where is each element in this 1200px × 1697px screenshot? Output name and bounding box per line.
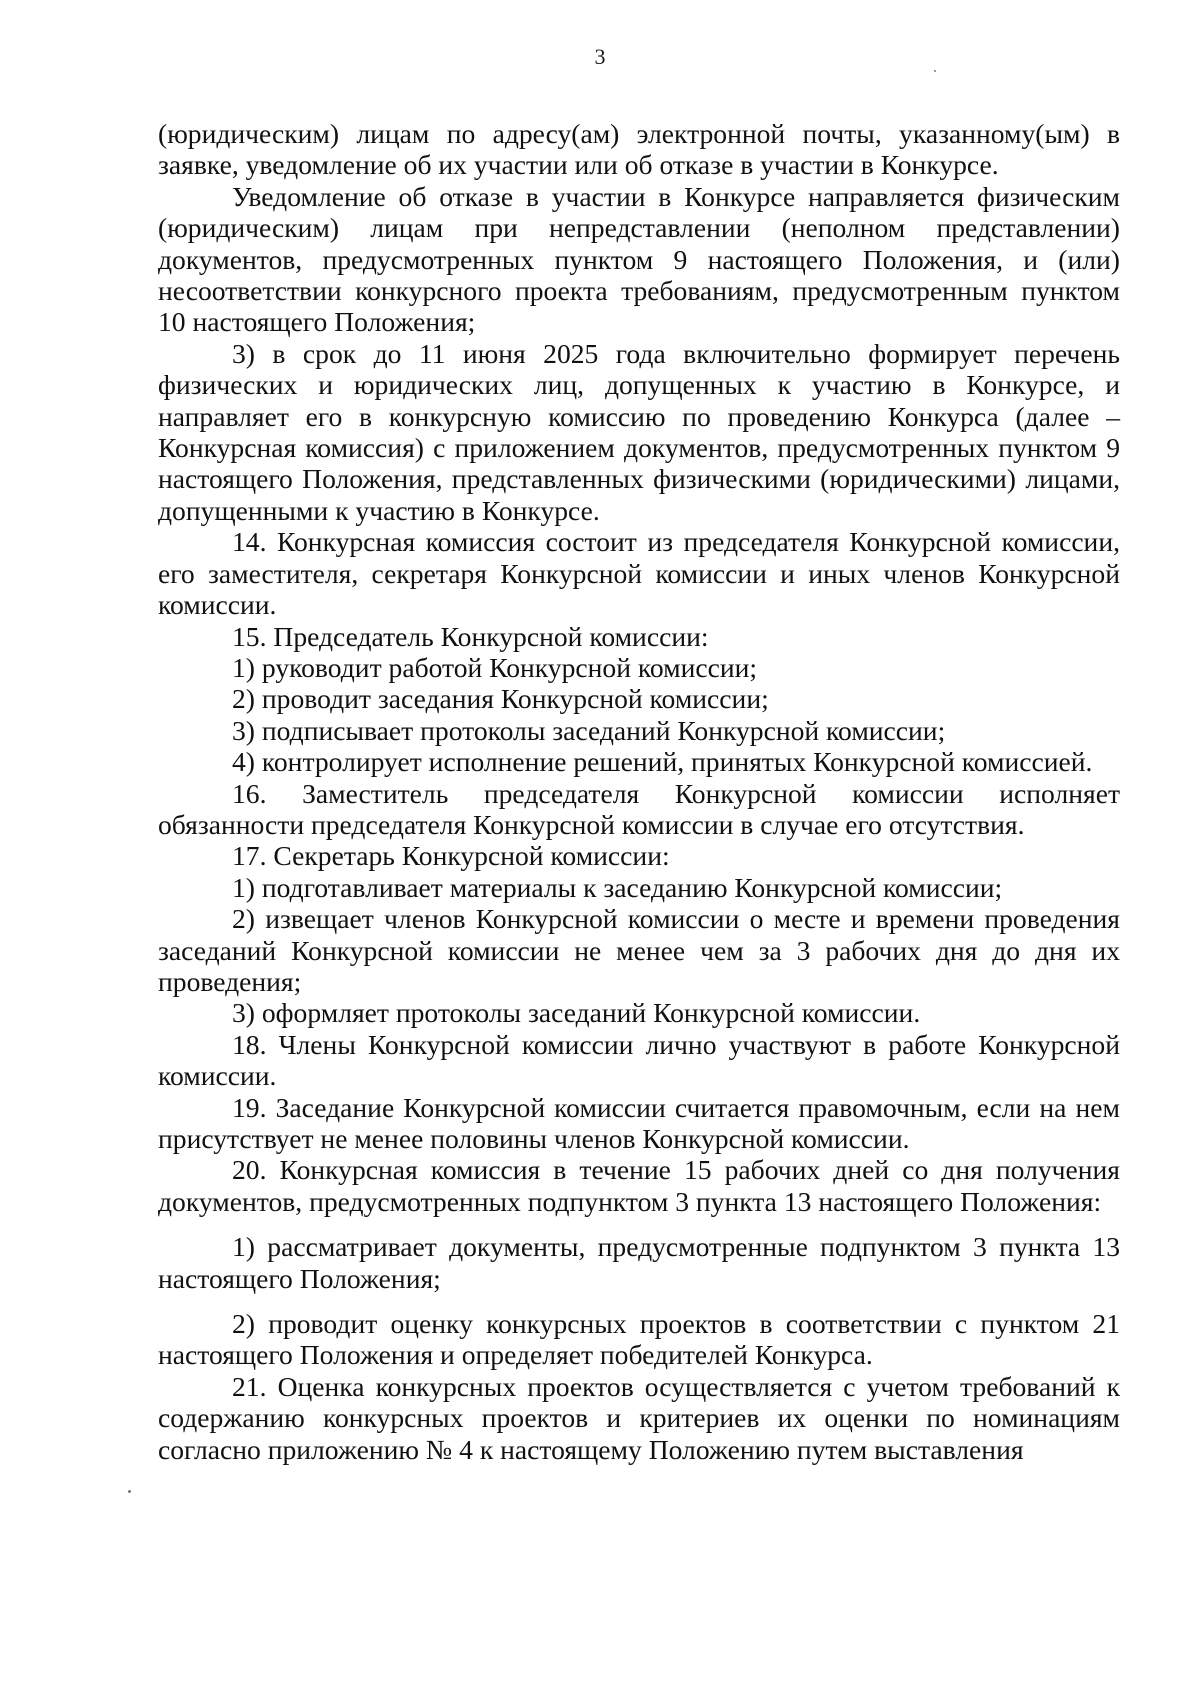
item-19: 19. Заседание Конкурсной комиссии считается правомочным, если на нем присутствует не менее половины членов Конкурсной комиссии.	[158, 1091, 1120, 1154]
scan-speck	[934, 70, 936, 72]
scan-speck	[128, 1490, 131, 1493]
item-14: 14. Конкурсная комиссия состоит из председателя Конкурсной комиссии, его заместителя, секретаря Конкурсной комиссии и иных членов Конкурсной комиссии.	[158, 526, 1120, 621]
item-20: 20. Конкурсная комиссия в течение 15 рабочих дней со дня получения документов, предусмотренных подпунктом 3 пункта 13 настоящего Положения:	[158, 1154, 1120, 1217]
subitem-17-2: 2) извещает членов Конкурсной комиссии о месте и времени проведения заседаний Конкурсной комиссии не менее чем за 3 рабочих дня до дня их проведения;	[158, 903, 1120, 997]
subitem-15-3: 3) подписывает протоколы заседаний Конкурсной комиссии;	[232, 714, 946, 746]
document-body	[158, 118, 1120, 1465]
subitem-20-1: 1) рассматривает документы, предусмотренные подпунктом 3 пункта 13 настоящего Положения;	[158, 1231, 1120, 1294]
item-15: 15. Председатель Конкурсной комиссии:	[232, 620, 709, 652]
paragraph-continuation: (юридическим) лицам по адресу(ам) электронной почты, указанному(ым) в заявке, уведомление об их участии или об отказе в участии в Конкурсе.	[158, 118, 1120, 181]
subitem-17-1: 1) подготавливает материалы к заседанию Конкурсной комиссии;	[232, 871, 1003, 903]
subitem-15-2: 2) проводит заседания Конкурсной комиссии;	[232, 683, 769, 715]
subitem-13-3: 3) в срок до 11 июня 2025 года включительно формирует перечень физических и юридических лиц, допущенных к участию в Конкурсе, и направляет его в конкурсную комиссию по проведению Конкурса (далее – Конкурсная комиссия) с приложением документов, предусмотренных пунктом 9 настоящего Положения, представленных физическими (юридическими) лицами, допущенными к участию в Конкурсе.	[158, 337, 1120, 526]
item-18: 18. Члены Конкурсной комиссии лично участвуют в работе Конкурсной комиссии.	[158, 1028, 1120, 1092]
subitem-15-4: 4) контролирует исполнение решений, принятых Конкурсной комиссией.	[232, 746, 1093, 778]
subitem-15-1: 1) руководит работой Конкурсной комиссии;	[232, 651, 758, 683]
item-17: 17. Секретарь Конкурсной комиссии:	[232, 840, 670, 872]
subitem-17-3: 3) оформляет протоколы заседаний Конкурсной комиссии.	[232, 997, 921, 1029]
paragraph-refusal-notice: Уведомление об отказе в участии в Конкурсе направляется физическим (юридическим) лицам при непредставлении (неполном представлении) документов, предусмотренных пунктом 9 настоящего Положения, и (или) несоответствии конкурсного проекта требованиям, предусмотренным пунктом 10 настоящего Положения;	[158, 180, 1120, 338]
subitem-20-2: 2) проводит оценку конкурсных проектов в соответствии с пунктом 21 настоящего Положения и определяет победителей Конкурса.	[158, 1308, 1120, 1371]
item-16: 16. Заместитель председателя Конкурсной комиссии исполняет обязанности председателя Конкурсной комиссии в случае его отсутствия.	[158, 777, 1120, 840]
item-21: 21. Оценка конкурсных проектов осуществляется с учетом требований к содержанию конкурсных проектов и критериев их оценки по номинациям согласно приложению № 4 к настоящему Положению путем выставления	[158, 1370, 1120, 1465]
page-number: 3	[594, 44, 606, 69]
